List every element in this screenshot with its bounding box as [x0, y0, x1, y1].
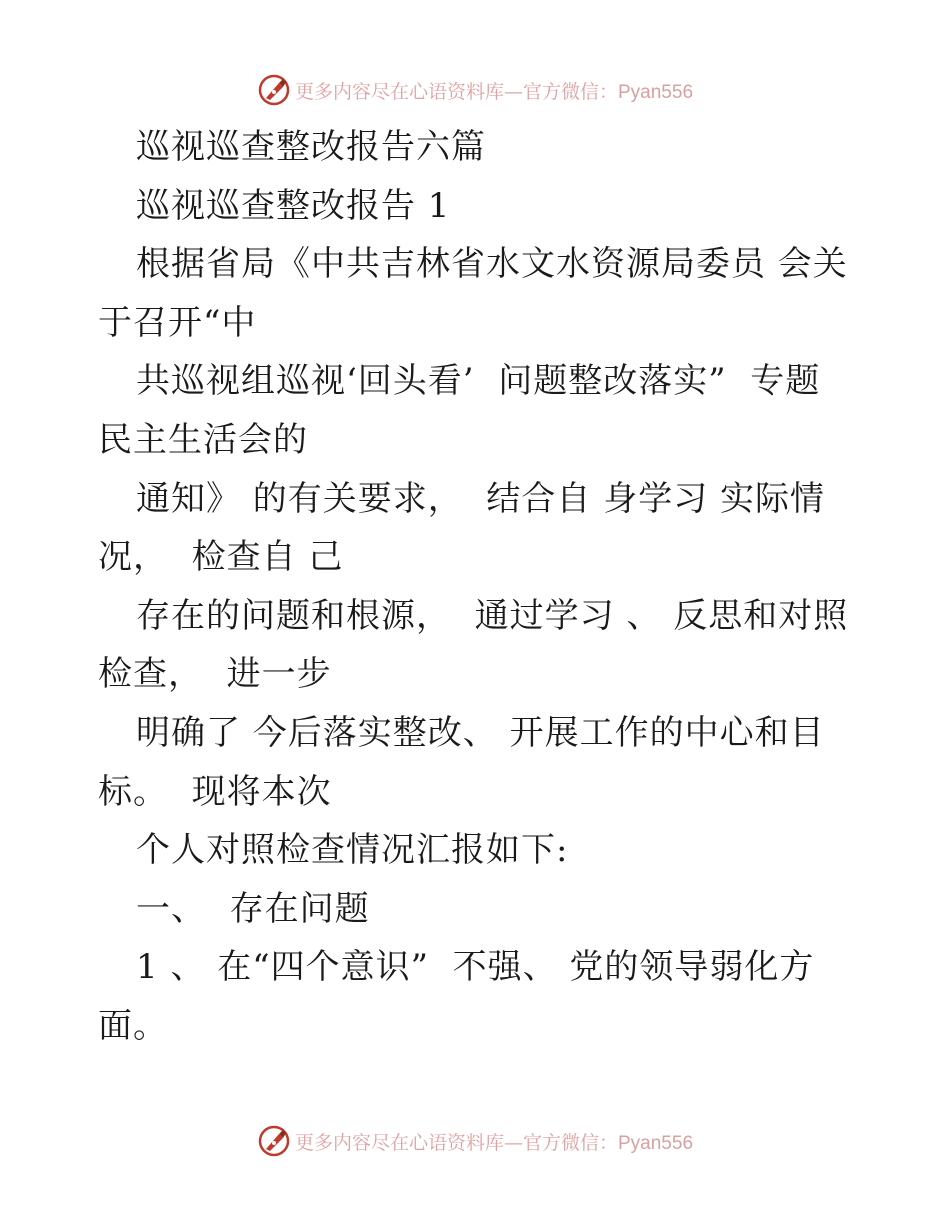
header-watermark [0, 70, 950, 110]
text-line: 存在的问题和根源， 通过学习 、 反思和对照 [136, 595, 849, 636]
text-line: 民主生活会的 [98, 419, 308, 460]
pen-nib-circle-icon [257, 1124, 291, 1158]
text-line: 共巡视组巡视‘回头看’ 问题整改落实” 专题 [136, 361, 821, 402]
watermark-account: Pyan556 [618, 81, 694, 103]
watermark-text [295, 77, 693, 104]
footer-watermark [0, 1121, 950, 1161]
watermark-dash: — [503, 80, 523, 103]
text-line: 通知》 的有关要求， 结合自 身学习 实际情 [136, 478, 826, 519]
watermark-tail-text: 官方微信： [522, 1131, 618, 1154]
text-line: 个人对照检查情况汇报如下: [136, 830, 569, 871]
watermark-dash: — [503, 1131, 523, 1154]
document-body [98, 118, 878, 1056]
text-line: 于召开“中 [98, 302, 257, 343]
watermark-main-text: 更多内容尽在心语资料库 [294, 1131, 504, 1154]
text-line: 标。 现将本次 [98, 771, 332, 812]
subheading: 一、 存在问题 [136, 888, 370, 929]
watermark-account: Pyan556 [618, 1132, 694, 1154]
text-line: 检查， 进一步 [98, 654, 332, 695]
text-line: 明确了 今后落实整改、 开展工作的中心和目 [136, 712, 825, 753]
text-line: 面。 [98, 1005, 168, 1046]
text-line: 况， 检查自 己 [98, 537, 344, 578]
watermark-tail-text: 官方微信： [522, 80, 618, 103]
document-title: 巡视巡查整改报告六篇 [136, 127, 486, 167]
watermark-text [295, 1128, 693, 1155]
pen-nib-circle-icon [257, 73, 291, 107]
section-heading: 巡视巡查整改报告 1 [136, 185, 451, 226]
text-line: 根据省局《中共吉林省水文水资源局委员 会关 [136, 244, 848, 285]
text-line: 1 、 在“四个意识” 不强、 党的领导弱化方 [136, 947, 815, 988]
watermark-main-text: 更多内容尽在心语资料库 [294, 80, 504, 103]
